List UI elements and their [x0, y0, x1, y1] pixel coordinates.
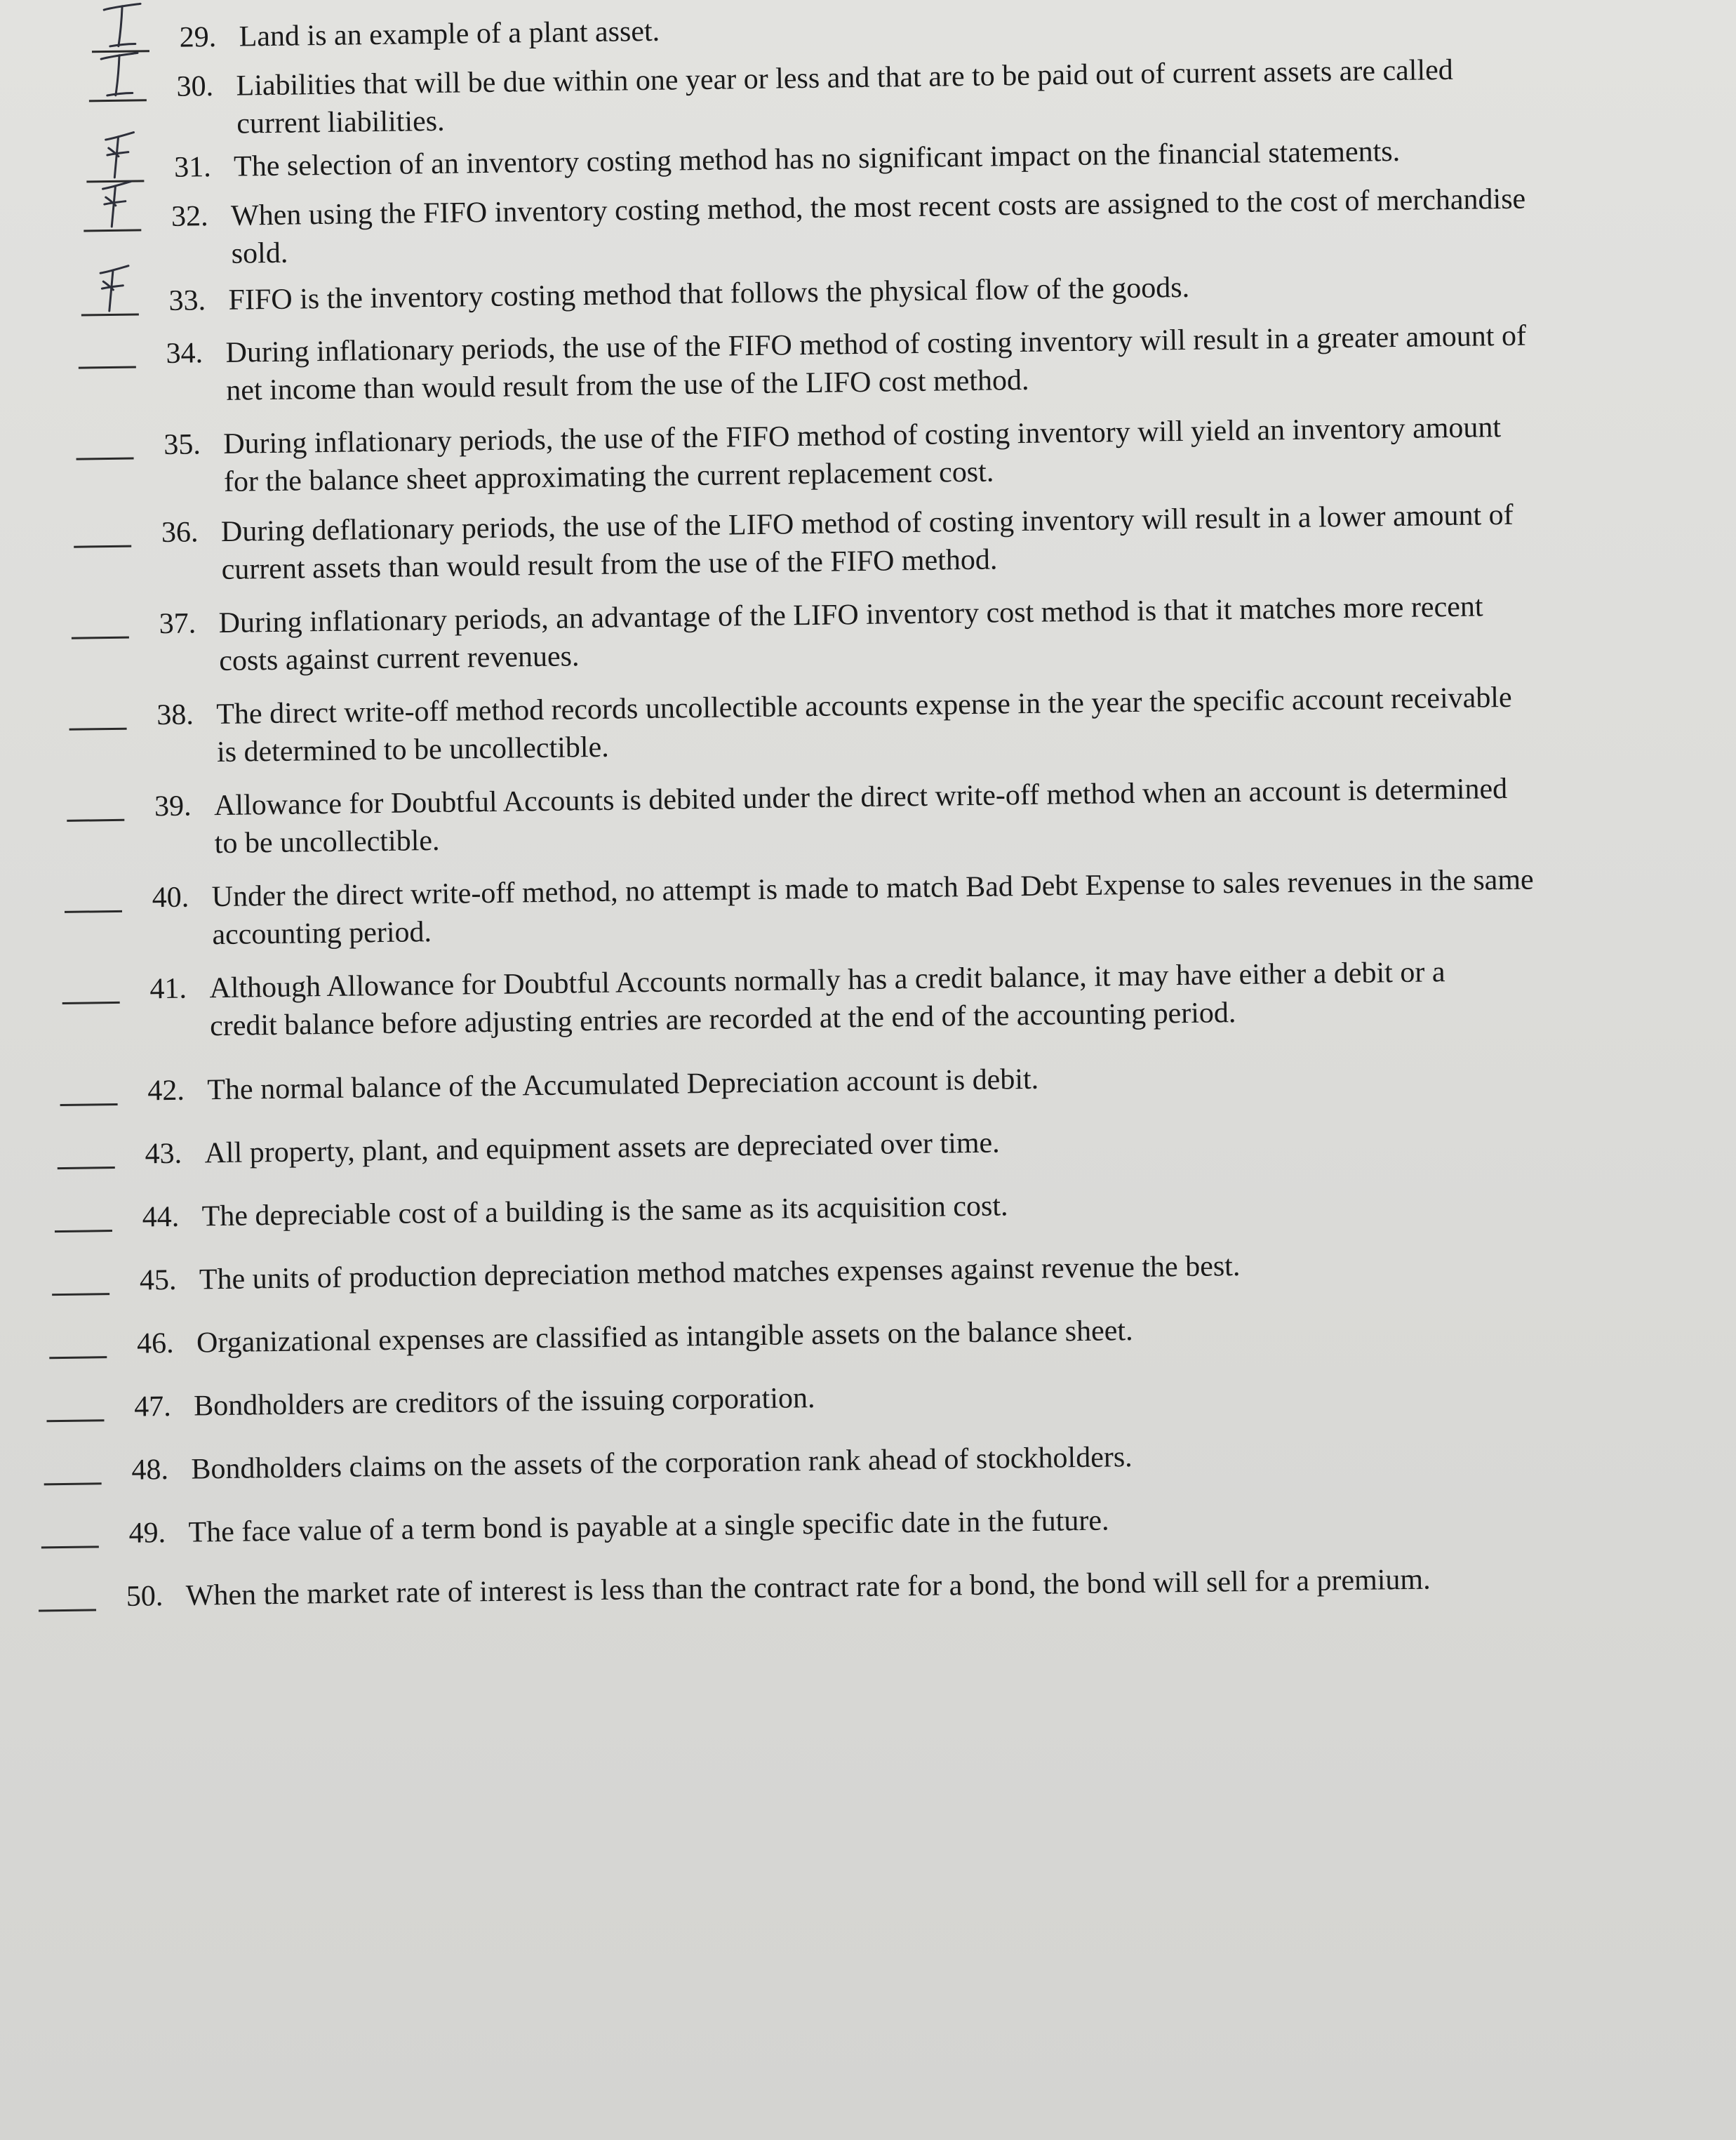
- question-text: [188, 1494, 1732, 1552]
- question-item: [18, 1367, 1736, 1423]
- question-text-line: Bondholders are creditors of the issuing corporation.: [193, 1381, 815, 1423]
- handwritten-answer: [54, 1305, 104, 1357]
- question-text-line: All property, plant, and equipment assets are depreciated over time.: [204, 1127, 1000, 1170]
- question-text: [236, 48, 1714, 143]
- answer-blank[interactable]: [52, 1262, 110, 1296]
- handwritten-answer: [65, 1053, 115, 1104]
- question-text-line: The selection of an inventory costing method has no significant impact on the financial statements.: [233, 135, 1401, 183]
- answer-blank[interactable]: [78, 335, 136, 369]
- question-text-line: costs against current revenues.: [219, 640, 580, 677]
- question-text: [207, 1051, 1727, 1109]
- question-text-line: current assets than would result from the use of the FIFO method.: [221, 543, 998, 586]
- handwritten-answer: [81, 407, 131, 458]
- question-text-line: The depreciable cost of a building is the same as its acquisition cost.: [201, 1190, 1008, 1233]
- question-text: [239, 0, 1713, 56]
- question-number: 43.: [145, 1137, 182, 1171]
- question-item: [15, 1177, 1736, 1234]
- question-number: 38.: [156, 698, 194, 732]
- handwritten-answer: [84, 316, 133, 367]
- question-number: 40.: [152, 881, 189, 915]
- question-item: [14, 1051, 1736, 1108]
- question-text-line: accounting period.: [212, 916, 432, 952]
- question-text: [185, 1557, 1733, 1615]
- answer-blank[interactable]: [69, 697, 127, 731]
- handwritten-answer: [76, 586, 126, 637]
- handwritten-answer: [60, 1179, 109, 1230]
- question-text: [201, 1178, 1728, 1235]
- answer-blank[interactable]: [57, 1136, 115, 1169]
- answer-blank[interactable]: [64, 879, 122, 913]
- answer-blank[interactable]: [74, 514, 132, 548]
- handwritten-answer: [46, 1495, 96, 1546]
- question-number: 35.: [163, 428, 201, 461]
- question-number: 41.: [149, 972, 187, 1006]
- question-text-line: Liabilities that will be due within one year or less and that are to be paid out of current assets are called: [236, 53, 1454, 102]
- answer-blank[interactable]: [62, 971, 120, 1004]
- question-text-line: Bondholders claims on the assets of the corporation rank ahead of stockholders.: [191, 1441, 1133, 1486]
- question-text: [223, 406, 1718, 501]
- question-text-line: for the balance sheet approximating the current replacement cost.: [223, 456, 994, 498]
- question-text-line: credit balance before adjusting entries are recorded at the end of the accounting period.: [209, 997, 1236, 1043]
- answer-blank[interactable]: [88, 68, 147, 102]
- handwritten-answer: [86, 263, 136, 314]
- question-text-line: Under the direct write-off method, no attempt is made to match Bad Debt Expense to sales revenues in the same: [211, 863, 1534, 914]
- question-number: 39.: [154, 790, 192, 823]
- handwritten-answer: [62, 1116, 112, 1167]
- question-number: 44.: [142, 1200, 180, 1234]
- question-number: 32.: [171, 200, 208, 233]
- question-item: [19, 1430, 1736, 1487]
- question-number: 33.: [168, 284, 206, 317]
- question-text: [218, 585, 1721, 680]
- question-text-line: During inflationary periods, the use of the FIFO method of costing inventory will yield an inventory amount: [223, 411, 1502, 460]
- question-text: [211, 858, 1724, 954]
- question-text-line: is determined to be uncollectible.: [216, 731, 609, 769]
- question-text: [216, 676, 1722, 771]
- answer-blank[interactable]: [46, 1388, 105, 1422]
- question-text-line: Land is an example of a plant asset.: [239, 15, 660, 53]
- question-number: 29.: [179, 20, 217, 54]
- question-text-line: Although Allowance for Doubtful Accounts normally has a credit balance, it may have either a debit or a: [209, 956, 1445, 1005]
- handwritten-answer: [67, 951, 117, 1002]
- handwritten-answer: [94, 48, 144, 100]
- question-text-line: FIFO is the inventory costing method that follows the physical flow of the goods.: [228, 271, 1190, 317]
- question-number: 48.: [131, 1454, 169, 1487]
- handwritten-answer: [49, 1432, 99, 1483]
- question-text: [196, 1304, 1730, 1362]
- question-number: 37.: [159, 607, 196, 641]
- answer-blank[interactable]: [71, 606, 129, 639]
- answer-blank[interactable]: [41, 1515, 99, 1548]
- question-number: 49.: [128, 1517, 166, 1550]
- handwritten-answer: [57, 1242, 107, 1294]
- question-item: [20, 1556, 1736, 1613]
- question-text-line: sold.: [231, 237, 288, 270]
- question-text-line: The direct write-off method records uncollectible accounts expense in the year the specific account receivable: [216, 681, 1512, 731]
- handwritten-answer: [44, 1558, 93, 1609]
- question-number: 31.: [173, 151, 211, 184]
- answer-blank[interactable]: [86, 149, 145, 182]
- question-number: 46.: [136, 1327, 174, 1360]
- answer-blank[interactable]: [38, 1578, 96, 1611]
- question-text: [214, 767, 1723, 863]
- question-text-line: Allowance for Doubtful Accounts is debited under the direct write-off method when an account is determined: [213, 772, 1508, 823]
- question-text-line: net income than would result from the use of the LIFO cost method.: [226, 364, 1029, 407]
- answer-blank[interactable]: [81, 282, 139, 316]
- question-number: 30.: [176, 70, 214, 103]
- handwritten-answer: [69, 860, 119, 911]
- question-text: [225, 314, 1717, 410]
- handwritten-answer: [91, 129, 141, 180]
- question-text-line: current liabilities.: [236, 105, 445, 140]
- handwritten-answer: [72, 769, 121, 820]
- answer-blank[interactable]: [84, 198, 142, 232]
- question-item: [0, 0, 1736, 54]
- answer-blank[interactable]: [44, 1451, 102, 1485]
- question-text-line: During inflationary periods, an advantage of the LIFO inventory cost method is that it matches more recent: [218, 590, 1483, 639]
- answer-blank[interactable]: [76, 427, 134, 460]
- question-text: [221, 493, 1720, 589]
- question-text-line: During inflationary periods, the use of the FIFO method of costing inventory will result in a greater amount of: [225, 319, 1527, 369]
- question-number: 45.: [139, 1263, 177, 1297]
- question-number: 50.: [126, 1580, 163, 1613]
- question-text-line: The units of production depreciation method matches expenses against revenue the best.: [199, 1250, 1241, 1296]
- handwritten-answer: [88, 178, 138, 230]
- question-text: [199, 1241, 1730, 1299]
- question-item: [15, 1114, 1736, 1171]
- question-text-line: The face value of a term bond is payable at a single specific date in the future.: [188, 1504, 1109, 1549]
- question-number: 42.: [147, 1074, 185, 1108]
- question-number: 47.: [133, 1390, 172, 1423]
- question-item: [20, 1493, 1736, 1550]
- handwritten-answer: [74, 677, 124, 729]
- question-text: [231, 178, 1716, 273]
- question-text-line: When using the FIFO inventory costing method, the most recent costs are assigned to the cost of merchandise: [230, 182, 1526, 232]
- question-number: 36.: [161, 516, 199, 550]
- question-number: 34.: [166, 337, 203, 370]
- question-text-line: The normal balance of the Accumulated Depreciation account is debit.: [207, 1063, 1039, 1107]
- question-text-line: to be uncollectible.: [214, 824, 440, 860]
- question-text-line: Organizational expenses are classified as intangible assets on the balance sheet.: [196, 1315, 1133, 1360]
- question-text: [191, 1430, 1732, 1489]
- question-text: [228, 262, 1716, 319]
- question-text: [204, 1115, 1728, 1172]
- handwritten-answer: [79, 495, 128, 546]
- handwritten-answer: [97, 0, 147, 51]
- answer-blank[interactable]: [67, 788, 125, 822]
- answer-blank[interactable]: [54, 1199, 112, 1232]
- question-text-line: During deflationary periods, the use of the LIFO method of costing inventory will result in a lower amount of: [220, 498, 1514, 548]
- question-text: [209, 950, 1725, 1045]
- question-text-line: When the market rate of interest is less than the contract rate for a bond, the bond will sell for a premium.: [185, 1563, 1431, 1612]
- question-item: [18, 1303, 1736, 1360]
- answer-blank[interactable]: [60, 1072, 118, 1106]
- question-text: [194, 1367, 1731, 1425]
- answer-blank[interactable]: [91, 19, 149, 53]
- handwritten-answer: [52, 1369, 102, 1420]
- question-item: [17, 1240, 1736, 1297]
- answer-blank[interactable]: [49, 1325, 107, 1359]
